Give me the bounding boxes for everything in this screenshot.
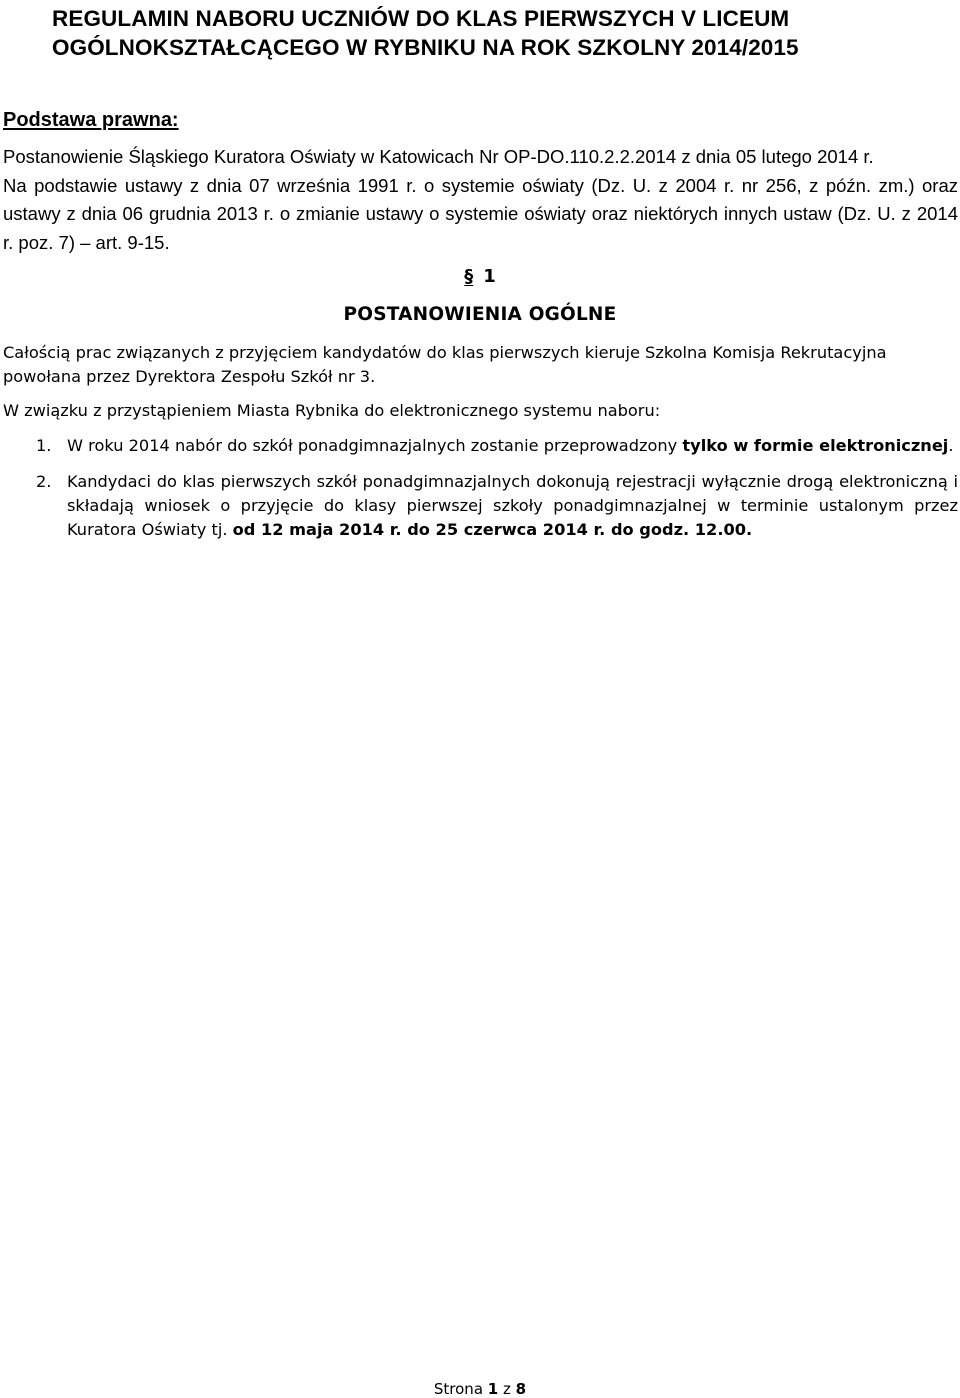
section-symbol: § — [464, 266, 474, 287]
list-item-suffix: . — [948, 436, 954, 455]
legal-basis-heading: Podstawa prawna: — [3, 109, 179, 131]
list-item-emphasis: od 12 maja 2014 r. do 25 czerwca 2014 r. do godz. 12.00. — [232, 520, 753, 539]
list-item — [0, 470, 960, 542]
page-footer — [0, 1380, 960, 1398]
document-title: REGULAMIN NABORU UCZNIÓW DO KLAS PIERWSZYCH V LICEUM OGÓLNOKSZTAŁCĄCEGO W RYBNIKU NA ROK SZKOLNY 2014/2015 — [52, 6, 799, 60]
footer-current-page: 1 — [487, 1380, 499, 1398]
list-item-emphasis: tylko w formie elektronicznej — [682, 436, 949, 455]
numbered-list — [0, 434, 960, 554]
list-item-number: 2. — [36, 472, 52, 491]
legal-basis-decision: Postanowienie Śląskiego Kuratora Oświaty w Katowicach Nr OP-DO.110.2.2.2014 z dnia 05 lutego 2014 r. — [3, 146, 874, 167]
section-title: POSTANOWIENIA OGÓLNE — [343, 304, 617, 325]
paragraph-electronic-system: W związku z przystąpieniem Miasta Rybnika do elektronicznego systemu naboru: — [3, 401, 661, 420]
footer-total-pages: 8 — [515, 1380, 527, 1398]
legal-basis-block — [3, 143, 958, 257]
list-item-text: W roku 2014 nabór do szkół ponadgimnazjalnych zostanie przeprowadzony — [67, 436, 683, 455]
list-item-number: 1. — [36, 436, 52, 455]
legal-basis-acts: Na podstawie ustawy z dnia 07 września 1991 r. o systemie oświaty (Dz. U. z 2004 r. nr 256, z późn. zm.) oraz ustawy z dnia 06 grudnia 2013 r. o zmianie ustawy o systemie oświaty oraz niektórych innych ustaw (Dz. U. z 2014 r. poz. 7) – art. 9-15. — [3, 174, 958, 253]
section-number-value: 1 — [483, 266, 496, 287]
footer-separator: z — [503, 1380, 511, 1398]
section-number — [0, 264, 960, 290]
list-item — [0, 434, 960, 458]
paragraph-commission: Całością prac związanych z przyjęciem kandydatów do klas pierwszych kieruje Szkolna Komisja Rekrutacyjna powołana przez Dyrektora Zespołu Szkół nr 3. — [3, 343, 887, 386]
footer-prefix: Strona — [433, 1380, 484, 1398]
list-item-text: Kandydaci do klas pierwszych szkół ponadgimnazjalnych dokonują rejestracji wyłącznie drogą elektroniczną i składają wniosek o przyjęcie do klasy pierwszej szkoły ponadgimnazjalnej w terminie ustalonym przez Kuratora Oświaty tj. — [67, 472, 958, 539]
